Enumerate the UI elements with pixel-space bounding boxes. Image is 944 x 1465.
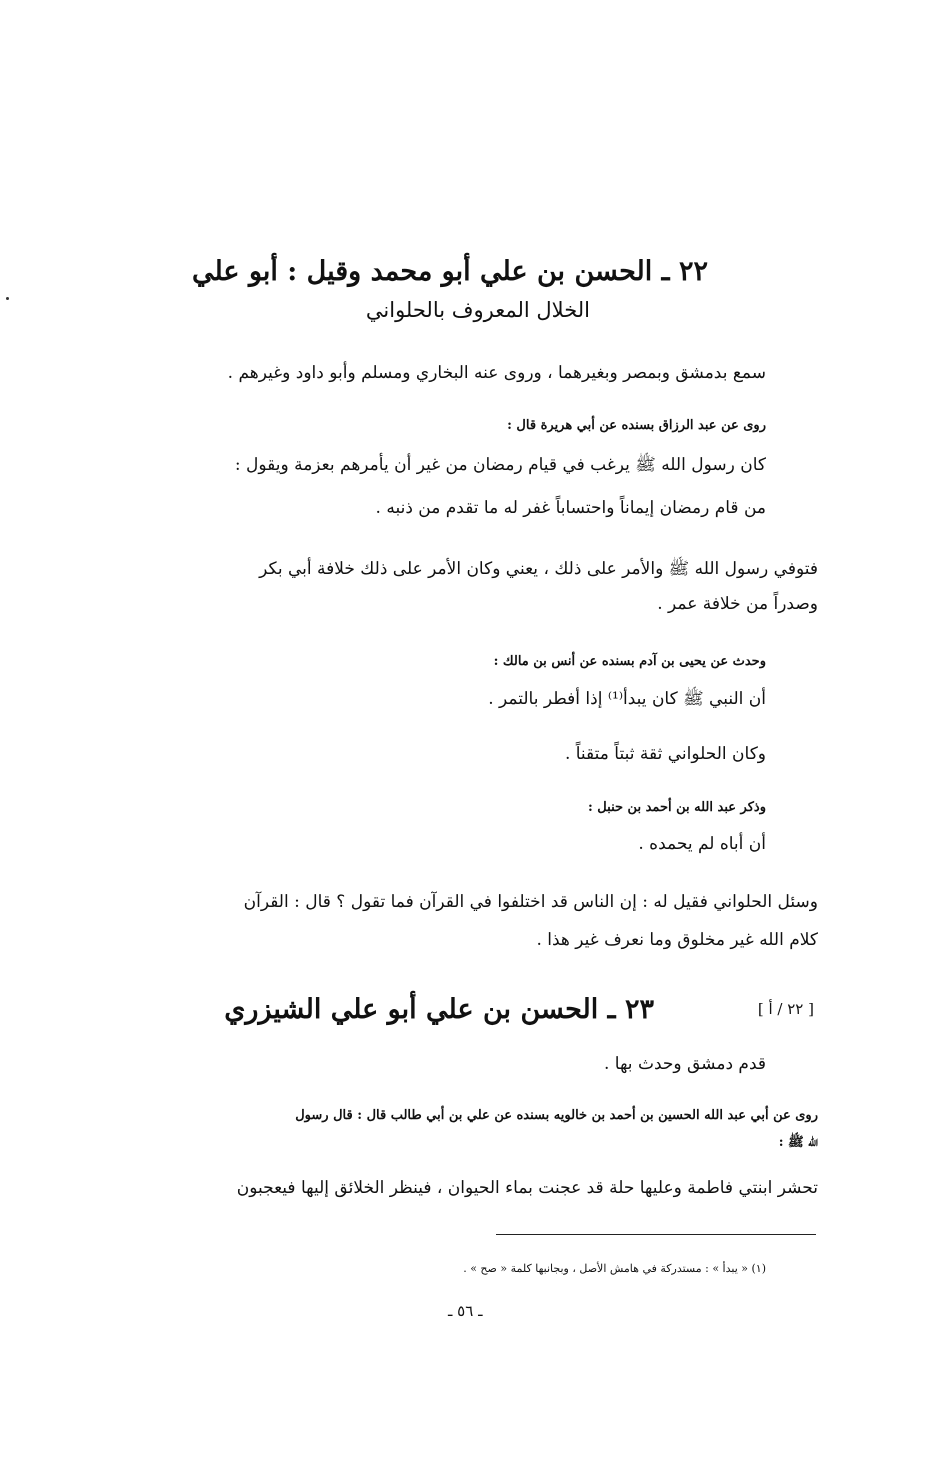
page-number: ـ ٥٦ ـ (448, 1302, 483, 1320)
entry-22-paragraph-5-line-2: كلام الله غير مخلوق وما نعرف غير هذا . (536, 930, 818, 950)
entry-23-isnad-line-1: روى عن أبي عبد الله الحسين بن أحمد بن خالويه بسنده عن علي بن أبي طالب قال : قال رسول (295, 1108, 818, 1123)
entry-22-hadith-1-line-2: من قام رمضان إيماناً واحتساباً غفر له ما تقدم من ذنبه . (375, 498, 766, 518)
entry-23-isnad-line-2: الله ﷺ : (778, 1135, 818, 1150)
entry-22-paragraph-4: أن أباه لم يحمده . (638, 834, 766, 854)
entry-22-paragraph-3: وكان الحلواني ثقة ثبتاً متقناً . (564, 744, 766, 764)
entry-23-title: ٢٣ ـ الحسن بن علي أبو علي الشيزري (224, 994, 654, 1025)
entry-22-isnad-2: وحدث عن يحيى بن آدم بسنده عن أنس بن مالك : (493, 654, 766, 669)
entry-22-paragraph-2-line-1: فتوفي رسول الله ﷺ والأمر على ذلك ، يعني وكان الأمر على ذلك خلافة أبي بكر (259, 559, 818, 579)
footnote-1: (١) « يبدأ » : مستدركة في هامش الأصل ، وبجانبها كلمة « صح » . (463, 1262, 766, 1275)
footnote-separator (496, 1234, 816, 1235)
entry-22-hadith-1-line-1: كان رسول الله ﷺ يرغب في قيام رمضان من غير أن يأمرهم بعزمة ويقول : (234, 455, 766, 475)
entry-22-hadith-2: أن النبي ﷺ كان يبدأ⁽¹⁾ إذا أفطر بالتمر . (488, 689, 766, 709)
entry-22-isnad-3: وذكر عبد الله بن أحمد بن حنبل : (587, 800, 766, 815)
manuscript-folio-marker: [ ٢٢ / أ ] (757, 1000, 814, 1018)
entry-22-subtitle: الخلال المعروف بالحلواني (365, 298, 590, 322)
entry-22-isnad-1: روى عن عبد الرزاق بسنده عن أبي هريرة قال : (507, 418, 766, 433)
entry-22-paragraph-2-line-2: وصدراً من خلافة عمر . (657, 594, 818, 614)
entry-22-paragraph-1: سمع بدمشق وبمصر وبغيرهما ، وروى عنه البخاري ومسلم وأبو داود وغيرهم . (227, 363, 766, 383)
entry-23-paragraph-1: قدم دمشق وحدث بها . (603, 1054, 766, 1074)
scan-speck (6, 297, 9, 300)
entry-23-hadith-line-1: تحشر ابنتي فاطمة وعليها حلة قد عجنت بماء الحيوان ، فينظر الخلائق إليها فيعجبون (236, 1178, 818, 1198)
entry-22-paragraph-5-line-1: وسئل الحلواني فقيل له : إن الناس قد اختلفوا في القرآن فما تقول ؟ قال : القرآن (243, 892, 818, 912)
entry-22-title: ٢٢ ـ الحسن بن علي أبو محمد وقيل : أبو علي (191, 256, 708, 287)
